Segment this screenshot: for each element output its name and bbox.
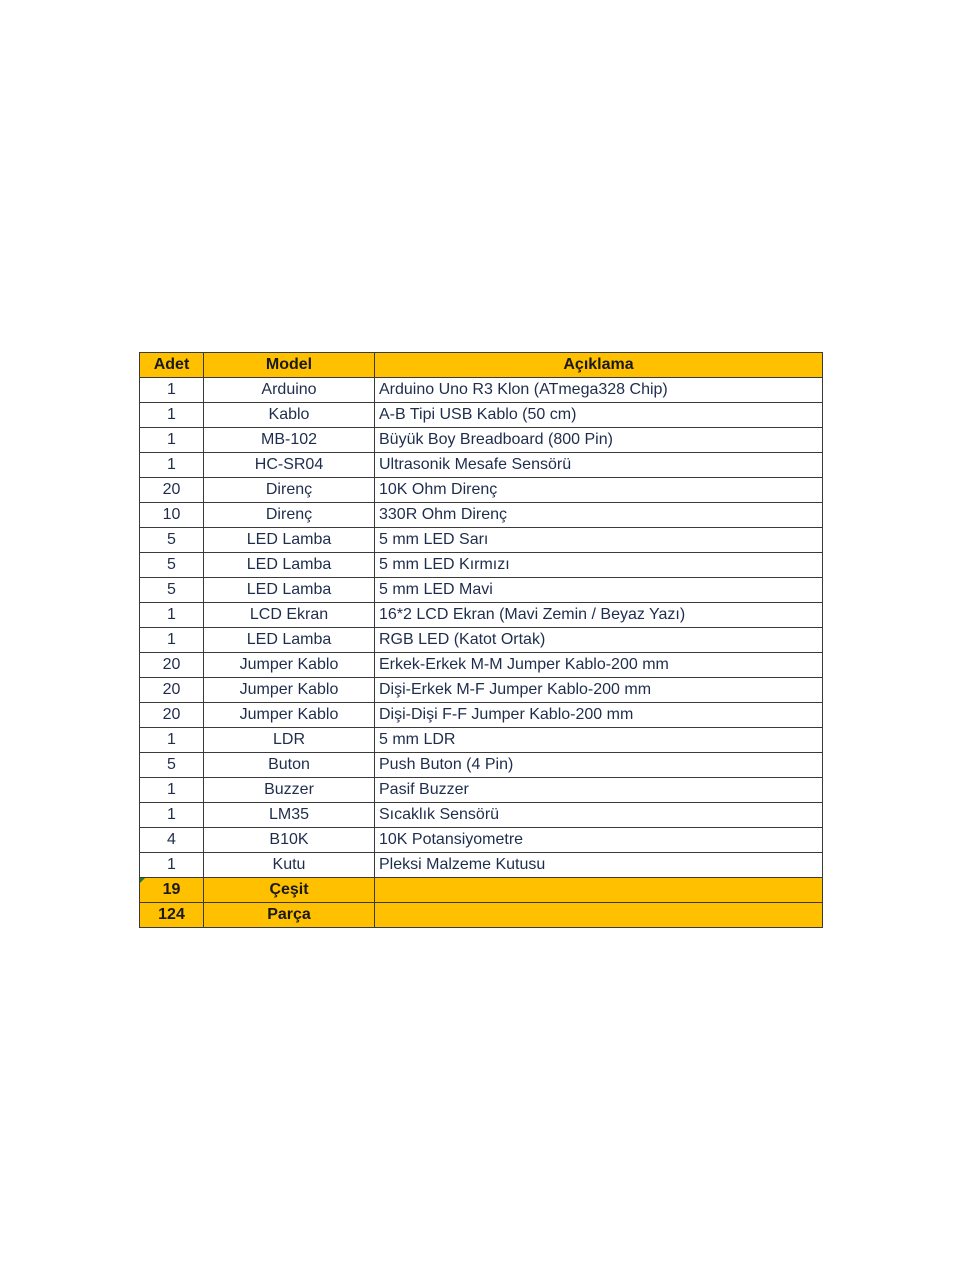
total-pieces-label: Parça — [204, 903, 375, 928]
total-pieces-empty — [375, 903, 823, 928]
table-row — [140, 653, 823, 678]
table-header — [140, 353, 823, 378]
cell-qty: 20 — [140, 653, 204, 678]
table-row — [140, 578, 823, 603]
header-qty: Adet — [140, 353, 204, 378]
cell-description: Push Buton (4 Pin) — [375, 753, 823, 778]
table-row — [140, 753, 823, 778]
cell-qty: 20 — [140, 478, 204, 503]
cell-description: Dişi-Dişi F-F Jumper Kablo-200 mm — [375, 703, 823, 728]
table-row — [140, 703, 823, 728]
cell-description: Erkek-Erkek M-M Jumper Kablo-200 mm — [375, 653, 823, 678]
table-body — [140, 378, 823, 878]
cell-description: RGB LED (Katot Ortak) — [375, 628, 823, 653]
cell-model: LM35 — [204, 803, 375, 828]
cell-qty: 10 — [140, 503, 204, 528]
cell-description: Arduino Uno R3 Klon (ATmega328 Chip) — [375, 378, 823, 403]
cell-qty: 1 — [140, 378, 204, 403]
cell-description: 5 mm LED Mavi — [375, 578, 823, 603]
table-row — [140, 628, 823, 653]
cell-model: LCD Ekran — [204, 603, 375, 628]
cell-model: Kutu — [204, 853, 375, 878]
cell-model: Direnç — [204, 503, 375, 528]
cell-description: 16*2 LCD Ekran (Mavi Zemin / Beyaz Yazı) — [375, 603, 823, 628]
cell-model: LDR — [204, 728, 375, 753]
cell-model: LED Lamba — [204, 528, 375, 553]
cell-model: LED Lamba — [204, 578, 375, 603]
cell-qty: 1 — [140, 628, 204, 653]
cell-description: Pasif Buzzer — [375, 778, 823, 803]
cell-description: 5 mm LDR — [375, 728, 823, 753]
header-description: Açıklama — [375, 353, 823, 378]
cell-description: Büyük Boy Breadboard (800 Pin) — [375, 428, 823, 453]
cell-model: Jumper Kablo — [204, 678, 375, 703]
cell-description: 5 mm LED Sarı — [375, 528, 823, 553]
cell-qty: 20 — [140, 703, 204, 728]
header-row — [140, 353, 823, 378]
cell-qty: 1 — [140, 403, 204, 428]
cell-description: Sıcaklık Sensörü — [375, 803, 823, 828]
cell-description: A-B Tipi USB Kablo (50 cm) — [375, 403, 823, 428]
cell-model: Arduino — [204, 378, 375, 403]
cell-qty: 5 — [140, 553, 204, 578]
cell-qty: 1 — [140, 803, 204, 828]
cell-qty: 4 — [140, 828, 204, 853]
cell-qty: 1 — [140, 778, 204, 803]
cell-model: Jumper Kablo — [204, 703, 375, 728]
table-row — [140, 603, 823, 628]
table-totals — [140, 878, 823, 928]
table-row — [140, 728, 823, 753]
total-types-label: Çeşit — [204, 878, 375, 903]
cell-model: B10K — [204, 828, 375, 853]
total-types-empty — [375, 878, 823, 903]
cell-qty: 1 — [140, 603, 204, 628]
table-row — [140, 803, 823, 828]
cell-description: Dişi-Erkek M-F Jumper Kablo-200 mm — [375, 678, 823, 703]
table-row — [140, 403, 823, 428]
cell-description: Pleksi Malzeme Kutusu — [375, 853, 823, 878]
cell-description: 5 mm LED Kırmızı — [375, 553, 823, 578]
total-types-count: 19 — [140, 878, 204, 903]
cell-description: 330R Ohm Direnç — [375, 503, 823, 528]
cell-model: Direnç — [204, 478, 375, 503]
cell-model: HC-SR04 — [204, 453, 375, 478]
total-pieces-count: 124 — [140, 903, 204, 928]
cell-qty: 20 — [140, 678, 204, 703]
parts-list-table — [139, 352, 823, 928]
table-row — [140, 503, 823, 528]
cell-qty: 5 — [140, 753, 204, 778]
table-row — [140, 853, 823, 878]
total-row-pieces — [140, 903, 823, 928]
table-row — [140, 528, 823, 553]
cell-model: LED Lamba — [204, 553, 375, 578]
cell-model: MB-102 — [204, 428, 375, 453]
cell-qty: 1 — [140, 453, 204, 478]
table-row — [140, 828, 823, 853]
cell-model: Jumper Kablo — [204, 653, 375, 678]
cell-qty: 1 — [140, 428, 204, 453]
header-model: Model — [204, 353, 375, 378]
cell-qty: 5 — [140, 528, 204, 553]
cell-qty: 1 — [140, 853, 204, 878]
table-row — [140, 478, 823, 503]
cell-description: 10K Ohm Direnç — [375, 478, 823, 503]
cell-model: Kablo — [204, 403, 375, 428]
cell-description: Ultrasonik Mesafe Sensörü — [375, 453, 823, 478]
cell-qty: 5 — [140, 578, 204, 603]
cell-model: Buzzer — [204, 778, 375, 803]
total-row-types — [140, 878, 823, 903]
cell-model: LED Lamba — [204, 628, 375, 653]
table-row — [140, 678, 823, 703]
table-row — [140, 428, 823, 453]
table-row — [140, 553, 823, 578]
cell-description: 10K Potansiyometre — [375, 828, 823, 853]
table-row — [140, 778, 823, 803]
table-row — [140, 378, 823, 403]
table-row — [140, 453, 823, 478]
cell-qty: 1 — [140, 728, 204, 753]
cell-model: Buton — [204, 753, 375, 778]
